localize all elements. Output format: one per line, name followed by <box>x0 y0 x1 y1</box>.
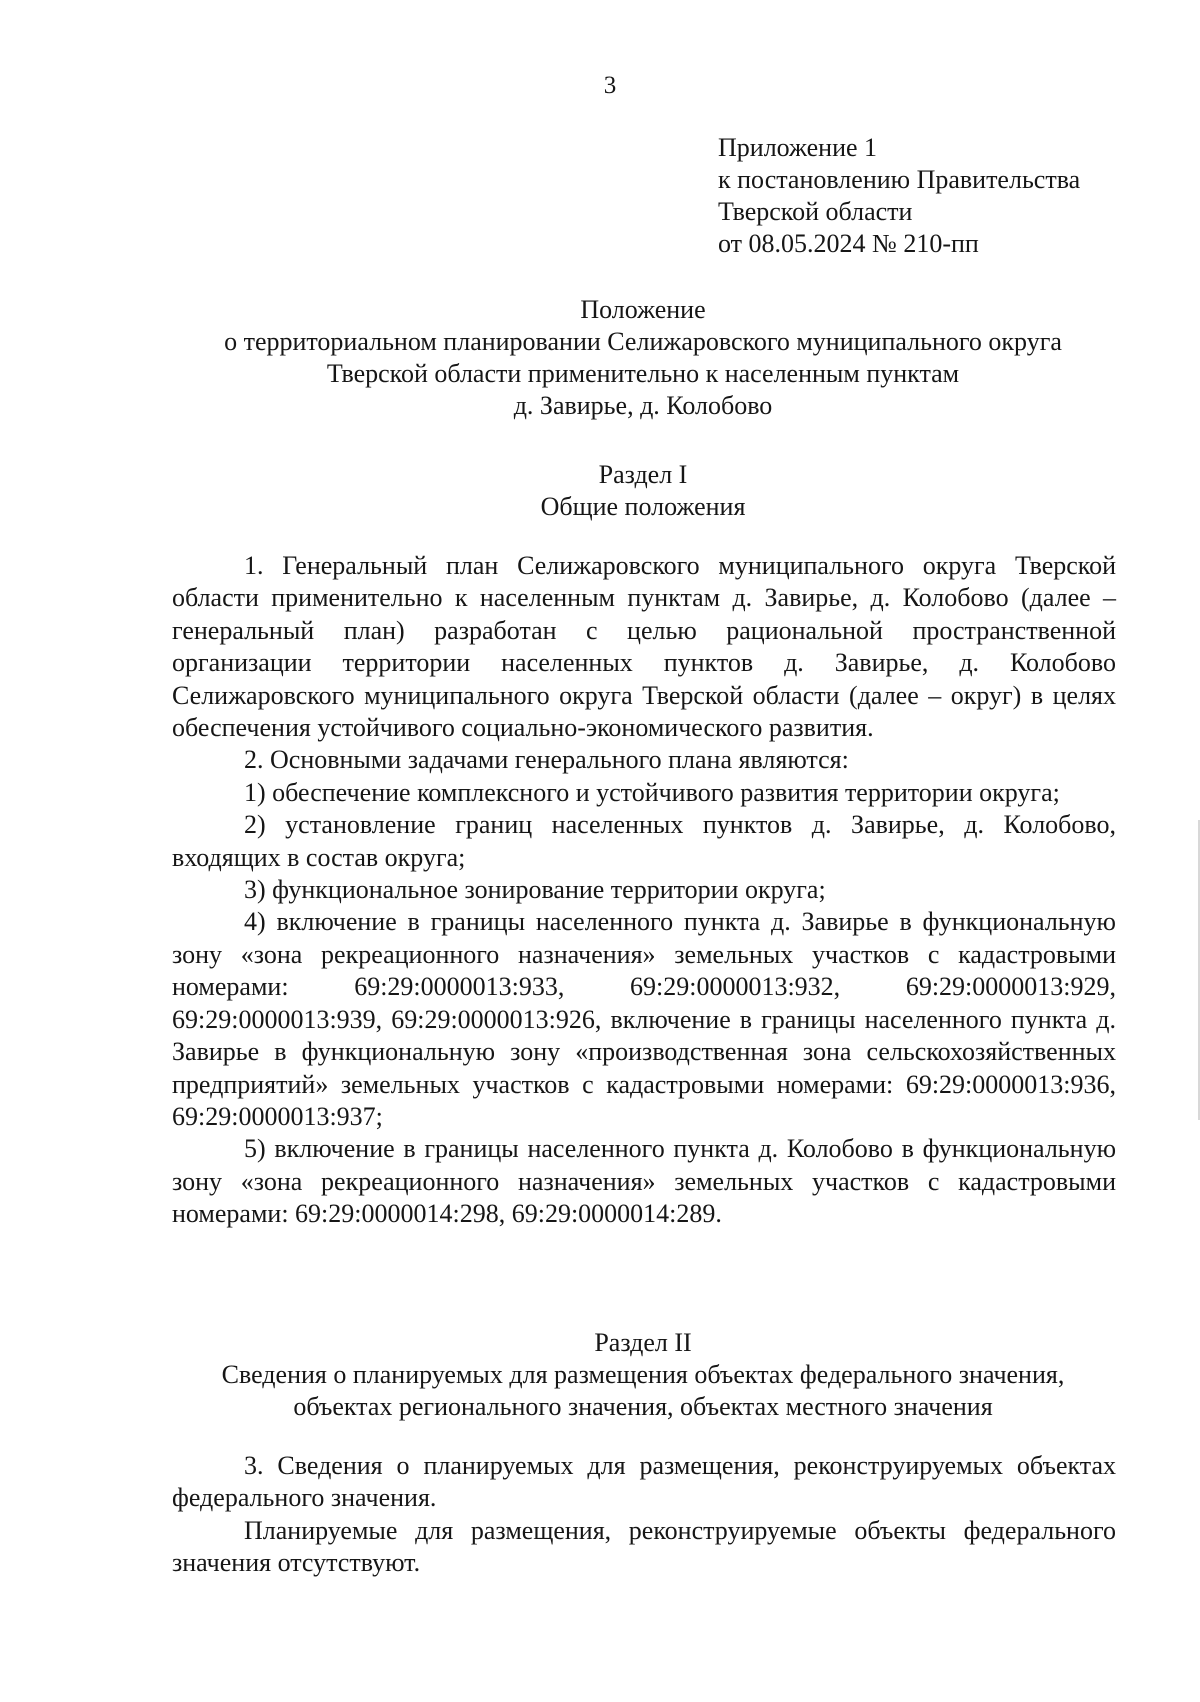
appendix-line: Приложение 1 <box>718 133 878 162</box>
page-number: 3 <box>603 72 617 99</box>
section-1-body <box>172 550 1116 1231</box>
list-item: 5) включение в границы населенного пункта д. Колобово в функциональную зону «зона рекреационного назначения» земельных участков с кадастровыми номерами: 69:29:0000014:298, 69:29:0000014:289. <box>172 1134 1116 1229</box>
title-line: д. Завирье, д. Колобово <box>513 391 773 420</box>
appendix-date-number: от 08.05.2024 № 210-пп <box>718 229 979 258</box>
section-title: Общие положения <box>540 492 746 521</box>
paragraph: 3. Сведения о планируемых для размещения, реконструируемых объектах федерального значения. <box>172 1451 1116 1513</box>
list-item: 4) включение в границы населенного пункта д. Завирье в функциональную зону «зона рекреационного назначения» земельных участков с кадастровыми номерами: 69:29:0000013:933, 69:29:0000013:932, 69:29:0000013:929, 69:29:0000013:939, 69:29:0000013:926, включение в границы населенного пункта д. Завирье в функциональную зону «производственная зона сельскохозяйственных предприятий» земельных участков с кадастровыми номерами: 69:29:0000013:936, 69:29:0000013:937; <box>172 907 1116 1131</box>
appendix-line: к постановлению Правительства <box>718 165 1081 194</box>
paragraph: 1. Генеральный план Селижаровского муниципального округа Тверской области применительно к населенным пунктам д. Завирье, д. Колобово (далее – генеральный план) разработан с целью рациональной пространственной организации территории населенных пунктов д. Завирье, д. Колобово Селижаровского муниципального округа Тверской области (далее – округ) в целях обеспечения устойчивого социально-экономического развития. <box>172 551 1116 743</box>
title-line: о территориальном планировании Селижаровского муниципального округа <box>224 327 1062 356</box>
section-number: Раздел I <box>598 460 688 489</box>
list-item: 1) обеспечение комплексного и устойчивого развития территории округа; <box>244 777 1060 807</box>
list-item: 2) установление границ населенных пунктов д. Завирье, д. Колобово, входящих в состав округа; <box>172 810 1116 872</box>
document-title <box>160 294 1126 422</box>
paragraph: 2. Основными задачами генерального плана являются: <box>244 745 849 775</box>
section-2-heading <box>160 1327 1126 1423</box>
section-title: Сведения о планируемых для размещения объектах федерального значения, <box>221 1360 1065 1389</box>
appendix-line: Тверской области <box>718 197 913 226</box>
title-line: Положение <box>580 295 706 324</box>
list-item: 3) функциональное зонирование территории округа; <box>244 875 826 905</box>
title-line: Тверской области применительно к населенным пунктам <box>326 359 960 388</box>
section-number: Раздел II <box>594 1328 692 1357</box>
appendix-reference <box>718 132 1080 260</box>
paragraph: Планируемые для размещения, реконструируемые объекты федерального значения отсутствуют. <box>172 1515 1116 1578</box>
section-title: объектах регионального значения, объектах местного значения <box>293 1392 993 1421</box>
section-1-heading <box>160 459 1126 523</box>
section-2-body <box>172 1450 1116 1580</box>
